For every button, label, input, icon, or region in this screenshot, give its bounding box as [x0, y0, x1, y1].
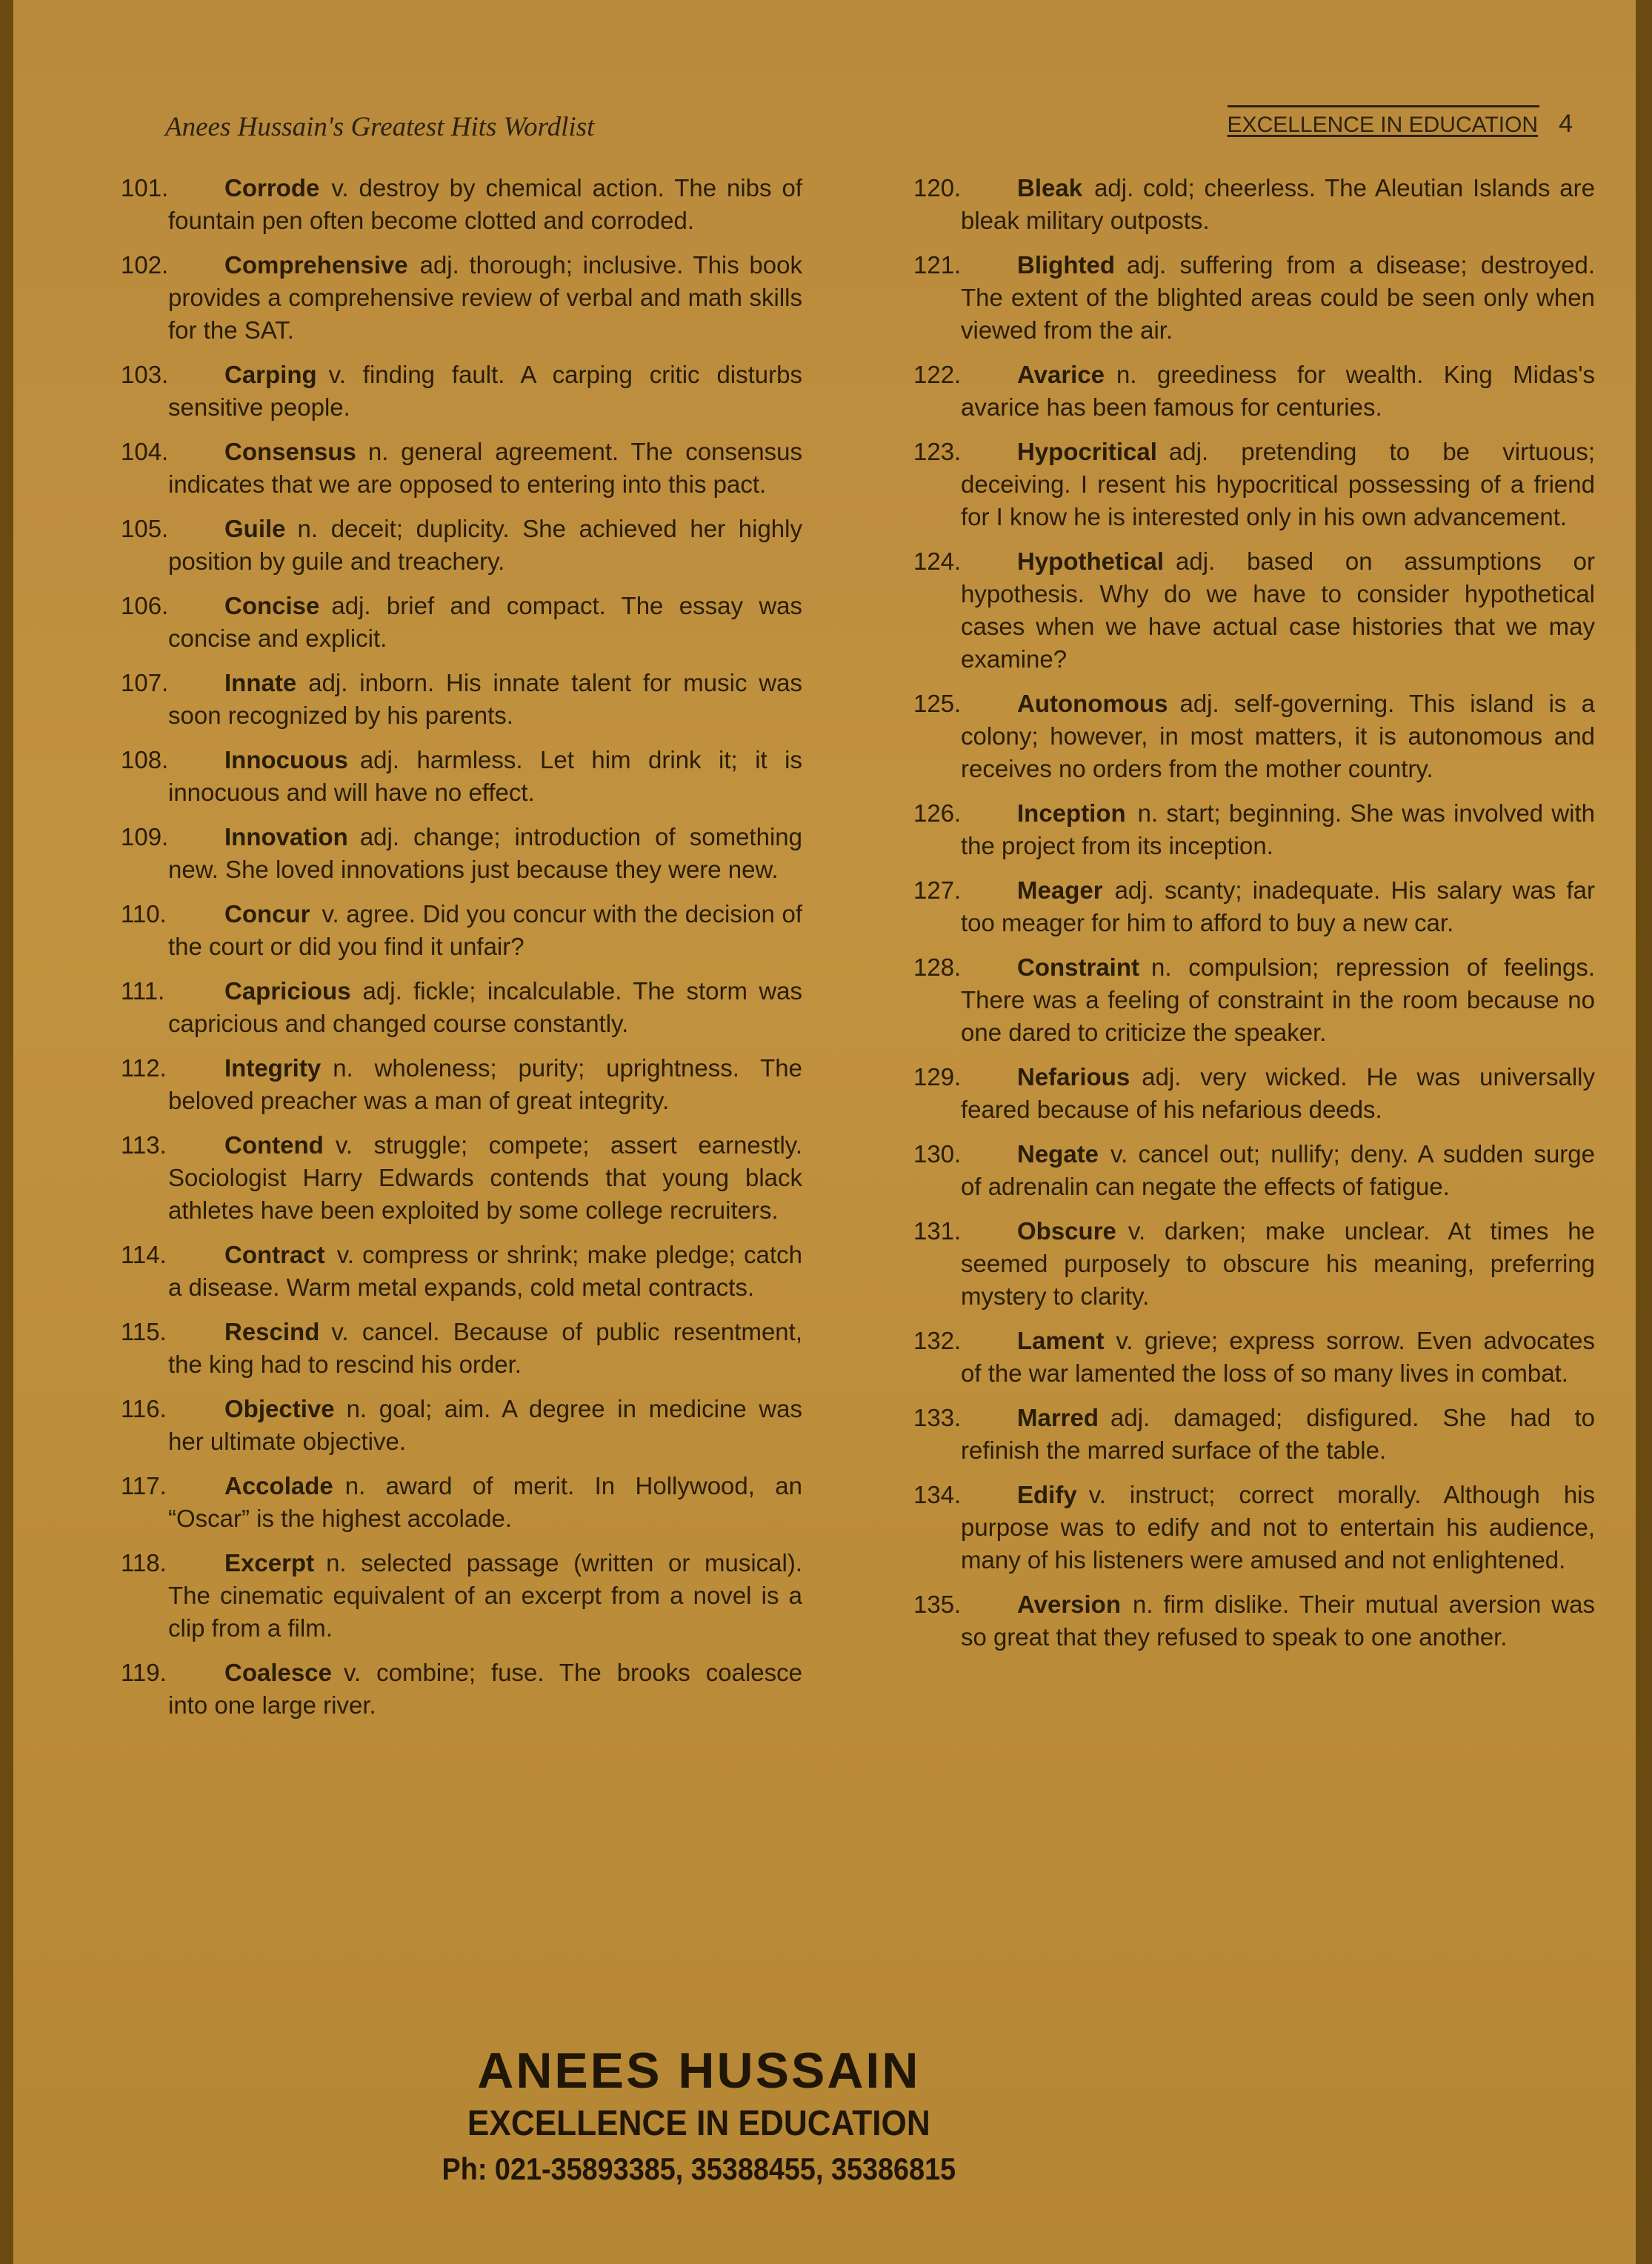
entry-definition: n. firm dislike. Their mutual aversion was so great that they refused to speak to one another. — [961, 1591, 1595, 1651]
word-entry — [121, 249, 802, 347]
entry-number: 114. — [121, 1241, 167, 1268]
footer-subtitle: EXCELLENCE IN EDUCATION — [467, 2104, 930, 2143]
entry-definition: n. deceit; duplicity. She achieved her highly position by guile and treachery. — [168, 515, 802, 575]
word-entry — [913, 687, 1595, 785]
document-page — [13, 0, 1636, 2264]
word-entry — [913, 951, 1595, 1049]
entry-number: 125. — [913, 690, 962, 717]
entry-number: 124. — [913, 547, 962, 575]
entry-word: Objective — [224, 1395, 335, 1422]
word-entry — [913, 1138, 1595, 1203]
word-entry — [913, 249, 1595, 347]
entry-number: 112. — [121, 1054, 167, 1082]
page-number: 4 — [1559, 110, 1573, 138]
entry-word: Coalesce — [224, 1659, 332, 1686]
word-entry — [121, 1052, 802, 1117]
entry-number: 126. — [913, 799, 962, 827]
entry-word: Innovation — [224, 823, 348, 850]
word-entry — [121, 975, 802, 1040]
word-entry — [121, 1547, 802, 1645]
entry-word: Bleak — [1017, 174, 1083, 202]
left-column — [121, 172, 802, 1734]
entry-number: 122. — [913, 361, 962, 388]
entry-definition: v. cancel out; nullify; deny. A sudden surge of adrenalin can negate the effects of fatigue. — [961, 1140, 1595, 1200]
entry-definition: n. general agreement. The consensus indicates that we are opposed to entering into this pact. — [168, 438, 802, 498]
entry-definition: n. award of merit. In Hollywood, an “Oscar” is the highest accolade. — [168, 1472, 802, 1532]
word-entry — [121, 821, 802, 886]
entry-definition: n. compulsion; repression of feelings. There was a feeling of constraint in the room because no one dared to criticize the speaker. — [961, 953, 1595, 1046]
entry-word: Guile — [224, 515, 286, 542]
word-entry — [913, 545, 1595, 676]
entry-definition: v. compress or shrink; make pledge; catch a disease. Warm metal expands, cold metal contracts. — [168, 1241, 802, 1301]
header-rule — [1228, 105, 1539, 107]
entry-word: Innate — [224, 669, 297, 696]
word-entry — [121, 590, 802, 655]
word-entry — [121, 1316, 802, 1381]
entry-definition: v. agree. Did you concur with the decision of the court or did you find it unfair? — [168, 900, 802, 960]
word-entry — [913, 1061, 1595, 1126]
entry-word: Comprehensive — [224, 251, 408, 279]
entry-word: Concise — [224, 592, 320, 619]
entry-word: Concur — [224, 900, 310, 928]
entry-definition: n. greediness for wealth. King Midas's avarice has been famous for centuries. — [961, 361, 1595, 421]
entry-word: Consensus — [224, 438, 356, 465]
entry-word: Aversion — [1017, 1591, 1121, 1618]
word-entry — [121, 436, 802, 501]
entry-word: Edify — [1017, 1481, 1077, 1508]
word-entry — [121, 744, 802, 809]
entry-definition: v. grieve; express sorrow. Even advocates of the war lamented the loss of so many lives in combat. — [961, 1327, 1595, 1387]
entry-number: 117. — [121, 1472, 167, 1499]
word-entry — [121, 359, 802, 424]
entry-word: Meager — [1017, 876, 1103, 904]
word-entry — [121, 1129, 802, 1227]
entry-definition: v. cancel. Because of public resentment, the king had to rescind his order. — [168, 1318, 802, 1378]
word-entry — [913, 1325, 1595, 1390]
entry-word: Corrode — [224, 174, 320, 202]
entry-word: Avarice — [1017, 361, 1105, 388]
entry-definition: adj. very wicked. He was universally feared because of his nefarious deeds. — [961, 1063, 1595, 1123]
entry-number: 102. — [121, 251, 169, 279]
entry-word: Innocuous — [224, 746, 348, 773]
entry-definition: v. struggle; compete; assert earnestly. Sociologist Harry Edwards contends that young black athletes have been exploited by some college recruiters. — [168, 1131, 802, 1224]
entry-definition: adj. inborn. His innate talent for music was soon recognized by his parents. — [168, 669, 802, 729]
entry-definition: v. darken; make unclear. At times he seemed purposely to obscure his meaning, preferring mystery to clarity. — [961, 1217, 1595, 1310]
entry-definition: adj. brief and compact. The essay was concise and explicit. — [168, 592, 802, 652]
entry-definition: v. instruct; correct morally. Although his purpose was to edify and not to entertain his audience, many of his listeners were amused and not enlightened. — [961, 1481, 1595, 1574]
entry-definition: adj. harmless. Let him drink it; it is innocuous and will have no effect. — [168, 746, 802, 806]
entry-definition: adj. fickle; incalculable. The storm was capricious and changed course constantly. — [168, 977, 802, 1037]
entry-word: Rescind — [224, 1318, 320, 1345]
entry-number: 130. — [913, 1140, 962, 1168]
entry-number: 106. — [121, 592, 169, 619]
entry-number: 131. — [913, 1217, 962, 1245]
word-entry — [121, 898, 802, 963]
entry-definition: adj. thorough; inclusive. This book provides a comprehensive review of verbal and math skills for the SAT. — [168, 251, 802, 344]
word-entry — [913, 797, 1595, 862]
entry-number: 113. — [121, 1131, 167, 1159]
word-entry — [121, 1393, 802, 1458]
entry-word: Marred — [1017, 1404, 1099, 1431]
entry-definition: n. start; beginning. She was involved with the project from its inception. — [961, 799, 1595, 859]
entry-definition: n. goal; aim. A degree in medicine was her ultimate objective. — [168, 1395, 802, 1455]
word-entry — [913, 874, 1595, 939]
entry-number: 134. — [913, 1481, 962, 1508]
entry-definition: adj. damaged; disfigured. She had to refinish the marred surface of the table. — [961, 1404, 1595, 1464]
entry-word: Inception — [1017, 799, 1126, 827]
word-entry — [121, 667, 802, 732]
entry-number: 132. — [913, 1327, 962, 1354]
entry-word: Capricious — [224, 977, 351, 1005]
word-entry — [121, 1470, 802, 1535]
word-entry — [913, 172, 1595, 237]
entry-number: 121. — [913, 251, 962, 279]
entry-definition: adj. scanty; inadequate. His salary was far too meager for him to afford to buy a new car. — [961, 876, 1595, 936]
entry-number: 118. — [121, 1549, 167, 1577]
entry-definition: n. wholeness; purity; uprightness. The beloved preacher was a man of great integrity. — [168, 1054, 802, 1114]
entry-definition: adj. cold; cheerless. The Aleutian Islands are bleak military outposts. — [961, 174, 1595, 234]
entry-definition: adj. self-governing. This island is a colony; however, in most matters, it is autonomous and receives no orders from the mother country. — [961, 690, 1595, 782]
header-brand: EXCELLENCE IN EDUCATION — [1227, 113, 1539, 137]
word-entry — [913, 1402, 1595, 1467]
entry-word: Autonomous — [1017, 690, 1168, 717]
entry-definition: v. destroy by chemical action. The nibs of fountain pen often become clotted and corroded. — [168, 174, 802, 234]
footer-stamp — [413, 2041, 985, 2191]
entry-word: Nefarious — [1017, 1063, 1130, 1091]
entry-definition: v. combine; fuse. The brooks coalesce into one large river. — [168, 1659, 802, 1719]
entry-number: 104. — [121, 438, 169, 465]
entry-word: Contend — [224, 1131, 324, 1159]
entry-definition: adj. suffering from a disease; destroyed. The extent of the blighted areas could be seen only when viewed from the air. — [961, 251, 1595, 344]
entry-number: 119. — [121, 1659, 167, 1686]
word-entry — [121, 172, 802, 237]
entry-word: Excerpt — [224, 1549, 315, 1577]
entry-definition: adj. based on assumptions or hypothesis. Why do we have to consider hypothetical cases when we have actual case histories that we may examine? — [961, 547, 1595, 673]
entry-definition: n. selected passage (written or musical). The cinematic equivalent of an excerpt from a novel is a clip from a film. — [168, 1549, 802, 1642]
word-entry — [913, 1215, 1595, 1313]
entry-word: Blighted — [1017, 251, 1115, 279]
entry-number: 115. — [121, 1318, 167, 1345]
entry-word: Contract — [224, 1241, 325, 1268]
entry-word: Hypothetical — [1017, 547, 1165, 575]
word-entry — [121, 1239, 802, 1304]
right-column — [913, 172, 1595, 1665]
entry-number: 101. — [121, 174, 169, 202]
entry-number: 105. — [121, 515, 169, 542]
entry-number: 133. — [913, 1404, 962, 1431]
entry-word: Accolade — [224, 1472, 333, 1499]
wordlist-title: Anees Hussain's Greatest Hits Wordlist — [165, 112, 595, 142]
entry-definition: v. finding fault. A carping critic disturbs sensitive people. — [168, 361, 802, 421]
entry-word: Lament — [1017, 1327, 1105, 1354]
word-entry — [913, 436, 1595, 533]
entry-number: 116. — [121, 1395, 167, 1422]
entry-definition: adj. change; introduction of something new. She loved innovations just because they were new. — [168, 823, 802, 883]
entry-word: Hypocritical — [1017, 438, 1157, 465]
entry-word: Constraint — [1017, 953, 1139, 981]
entry-number: 127. — [913, 876, 962, 904]
entry-number: 111. — [121, 977, 165, 1005]
entry-number: 103. — [121, 361, 169, 388]
entry-word: Carping — [224, 361, 317, 388]
footer-phone: Ph: 021-35893385, 35388455, 35386815 — [442, 2151, 956, 2186]
entry-number: 109. — [121, 823, 169, 850]
entry-word: Obscure — [1017, 1217, 1116, 1245]
entry-number: 107. — [121, 669, 169, 696]
entry-number: 135. — [913, 1591, 962, 1618]
entry-word: Integrity — [224, 1054, 322, 1082]
entry-number: 128. — [913, 953, 962, 981]
word-entry — [121, 513, 802, 578]
entry-definition: adj. pretending to be virtuous; deceiving. I resent his hypocritical possessing of a friend for I know he is interested only in his own advancement. — [961, 438, 1595, 530]
word-entry — [913, 359, 1595, 424]
entry-number: 108. — [121, 746, 169, 773]
entry-number: 110. — [121, 900, 167, 928]
entry-number: 120. — [913, 174, 962, 202]
entry-number: 123. — [913, 438, 962, 465]
page-header-right — [1228, 110, 1573, 139]
entry-word: Negate — [1017, 1140, 1099, 1168]
word-entry — [913, 1479, 1595, 1577]
footer-name: ANEES HUSSAIN — [477, 2042, 921, 2099]
entry-number: 129. — [913, 1063, 962, 1091]
word-entry — [121, 1657, 802, 1722]
word-entry — [913, 1588, 1595, 1654]
